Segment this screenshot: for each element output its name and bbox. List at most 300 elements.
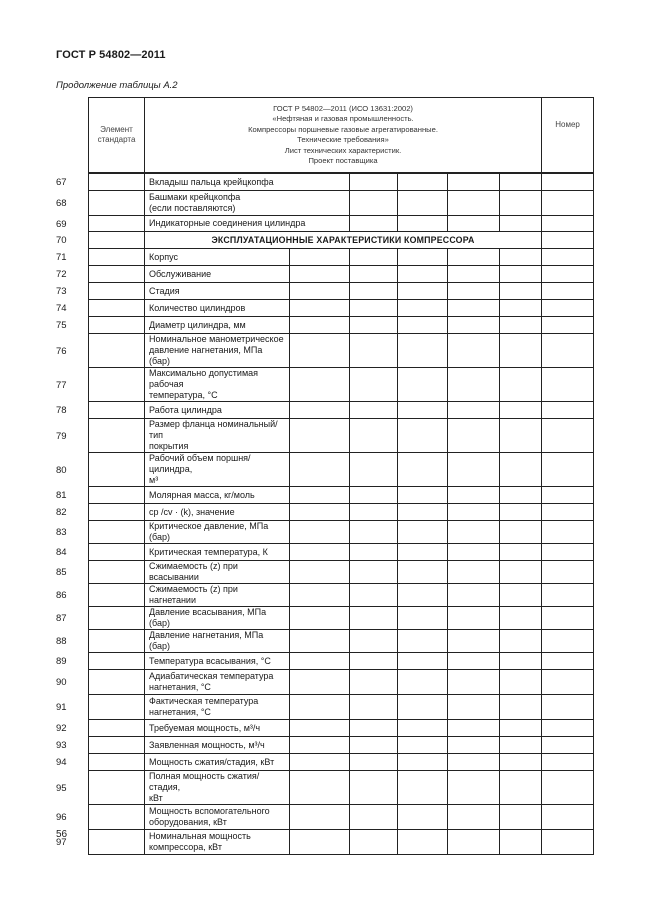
element-cell[interactable] (89, 720, 145, 737)
value-cell[interactable] (448, 737, 500, 754)
row-label (145, 249, 290, 266)
row-label-line: Количество цилиндров (149, 302, 246, 313)
value-cell[interactable] (350, 830, 398, 855)
row-number: 89 (56, 656, 67, 667)
value-cell[interactable] (500, 249, 542, 266)
value-cell[interactable] (500, 266, 542, 283)
element-cell[interactable] (89, 561, 145, 584)
value-cell[interactable] (290, 737, 350, 754)
value-cell[interactable] (448, 805, 500, 830)
row-label-line: Критическое давление, МПа (бар) (149, 521, 269, 542)
table-row (89, 504, 594, 521)
value-cell[interactable] (290, 720, 350, 737)
value-cell[interactable] (290, 317, 350, 334)
element-cell[interactable] (89, 584, 145, 607)
row-label-line: Молярная масса, кг/моль (149, 489, 255, 500)
table-row (89, 830, 594, 855)
value-cell[interactable] (500, 504, 542, 521)
row-number: 96 (56, 812, 67, 823)
number-cell[interactable] (542, 266, 594, 283)
number-cell[interactable] (542, 283, 594, 300)
value-cell[interactable] (398, 504, 448, 521)
row-label-line: кВт (149, 793, 163, 803)
value-cell[interactable] (350, 561, 398, 584)
row-number: 78 (56, 405, 67, 416)
value-cell[interactable] (290, 584, 350, 607)
row-label (145, 191, 350, 216)
value-cell[interactable] (350, 521, 398, 544)
element-cell[interactable] (89, 771, 145, 805)
element-cell[interactable] (89, 453, 145, 487)
value-cell[interactable] (290, 266, 350, 283)
row-number: 95 (56, 782, 67, 794)
element-cell[interactable] (89, 504, 145, 521)
number-cell[interactable] (542, 584, 594, 607)
value-cell[interactable] (398, 754, 448, 771)
value-cell[interactable] (500, 419, 542, 453)
number-cell[interactable] (542, 720, 594, 737)
table-row (89, 249, 594, 266)
row-number: 87 (56, 613, 67, 624)
element-cell[interactable] (89, 487, 145, 504)
table-row (89, 754, 594, 771)
value-cell[interactable] (500, 521, 542, 544)
value-cell[interactable] (500, 283, 542, 300)
row-label-line: оборудования, кВт (149, 817, 227, 827)
value-cell[interactable] (350, 544, 398, 561)
value-cell[interactable] (350, 584, 398, 607)
value-cell[interactable] (290, 670, 350, 695)
table-row (89, 174, 594, 191)
number-cell[interactable] (542, 830, 594, 855)
element-cell[interactable] (89, 283, 145, 300)
value-cell[interactable] (500, 830, 542, 855)
row-label-line: нагнетания, °С (149, 707, 211, 717)
element-cell[interactable] (89, 805, 145, 830)
value-cell[interactable] (398, 174, 448, 191)
number-cell[interactable] (542, 805, 594, 830)
element-cell[interactable] (89, 544, 145, 561)
row-label-line: Обслуживание (149, 268, 212, 279)
value-cell[interactable] (290, 607, 350, 630)
number-cell[interactable] (542, 174, 594, 191)
value-cell[interactable] (350, 607, 398, 630)
value-cell[interactable] (398, 283, 448, 300)
element-cell[interactable] (89, 419, 145, 453)
number-cell[interactable] (542, 249, 594, 266)
value-cell[interactable] (398, 653, 448, 670)
value-cell[interactable] (500, 695, 542, 720)
value-cell[interactable] (398, 453, 448, 487)
row-label-line: Работа цилиндра (149, 404, 222, 415)
element-cell[interactable] (89, 521, 145, 544)
row-label (145, 630, 290, 653)
row-number: 94 (56, 757, 67, 768)
row-label (145, 771, 290, 805)
value-cell[interactable] (398, 419, 448, 453)
value-cell[interactable] (500, 334, 542, 368)
value-cell[interactable] (500, 453, 542, 487)
row-number: 71 (56, 252, 67, 263)
value-cell[interactable] (398, 561, 448, 584)
value-cell[interactable] (500, 561, 542, 584)
table-row (89, 695, 594, 720)
value-cell[interactable] (500, 402, 542, 419)
value-cell[interactable] (290, 334, 350, 368)
row-number: 77 (56, 379, 67, 391)
row-label (145, 334, 290, 368)
row-label (145, 653, 290, 670)
value-cell[interactable] (398, 805, 448, 830)
value-cell[interactable] (448, 544, 500, 561)
row-label (145, 805, 290, 830)
value-cell[interactable] (448, 317, 500, 334)
row-label-line: Сжимаемость (z) при нагнетании (149, 584, 238, 605)
row-label-line: Башмаки крейцкопфа (149, 192, 241, 202)
value-cell[interactable] (290, 504, 350, 521)
value-cell[interactable] (290, 653, 350, 670)
row-label-line: Номинальное манометрическое (149, 334, 284, 344)
row-label (145, 561, 290, 584)
value-cell[interactable] (448, 771, 500, 805)
value-cell[interactable] (500, 720, 542, 737)
number-cell[interactable] (542, 453, 594, 487)
value-cell[interactable] (448, 419, 500, 453)
element-cell[interactable] (89, 695, 145, 720)
value-cell[interactable] (448, 283, 500, 300)
value-cell[interactable] (448, 504, 500, 521)
value-cell[interactable] (290, 544, 350, 561)
value-cell[interactable] (448, 830, 500, 855)
value-cell[interactable] (500, 805, 542, 830)
row-label (145, 402, 290, 419)
value-cell[interactable] (398, 402, 448, 419)
value-cell[interactable] (500, 584, 542, 607)
number-cell[interactable] (542, 300, 594, 317)
element-cell[interactable] (89, 653, 145, 670)
value-cell[interactable] (290, 830, 350, 855)
value-cell[interactable] (350, 174, 398, 191)
value-cell[interactable] (350, 191, 398, 216)
element-cell[interactable] (89, 216, 145, 232)
element-cell[interactable] (89, 368, 145, 402)
value-cell[interactable] (398, 830, 448, 855)
value-cell[interactable] (350, 334, 398, 368)
value-cell[interactable] (398, 191, 448, 216)
element-cell[interactable] (89, 402, 145, 419)
value-cell[interactable] (500, 653, 542, 670)
form-title-line: «Нефтяная и газовая промышленность. (272, 114, 414, 123)
value-cell[interactable] (350, 283, 398, 300)
element-cell[interactable] (89, 737, 145, 754)
row-label (145, 521, 290, 544)
row-label-line: покрытия (149, 441, 189, 451)
value-cell[interactable] (398, 544, 448, 561)
value-cell[interactable] (448, 670, 500, 695)
value-cell[interactable] (350, 300, 398, 317)
value-cell[interactable] (448, 584, 500, 607)
value-cell[interactable] (290, 368, 350, 402)
value-cell[interactable] (398, 771, 448, 805)
value-cell[interactable] (350, 504, 398, 521)
value-cell[interactable] (448, 174, 500, 191)
number-cell[interactable] (542, 771, 594, 805)
row-number: 88 (56, 636, 67, 647)
table-continuation-caption: Продолжение таблицы А.2 (56, 80, 178, 91)
value-cell[interactable] (448, 402, 500, 419)
row-label (145, 695, 290, 720)
row-label: Вкладыш пальца крейцкопфа (145, 174, 350, 191)
table-row (89, 266, 594, 283)
row-label (145, 737, 290, 754)
element-cell[interactable] (89, 607, 145, 630)
element-cell[interactable] (89, 334, 145, 368)
value-cell[interactable] (350, 670, 398, 695)
row-number: 68 (56, 198, 67, 209)
table-header-row (89, 98, 594, 173)
number-cell[interactable] (542, 544, 594, 561)
row-label-line: Рабочий объем поршня/цилиндра, (149, 453, 251, 474)
value-cell[interactable] (350, 630, 398, 653)
value-cell[interactable] (448, 521, 500, 544)
number-cell[interactable] (542, 653, 594, 670)
value-cell[interactable] (290, 771, 350, 805)
row-label-line: нагнетания, °С (149, 682, 211, 692)
value-cell[interactable] (350, 249, 398, 266)
row-label-line: Номинальная мощность (149, 831, 251, 841)
value-cell[interactable] (500, 607, 542, 630)
row-label (145, 504, 290, 521)
element-cell[interactable] (89, 191, 145, 216)
row-label (145, 830, 290, 855)
number-cell[interactable] (542, 607, 594, 630)
value-cell[interactable] (350, 720, 398, 737)
table-row (89, 771, 594, 805)
value-cell[interactable] (448, 453, 500, 487)
value-cell[interactable] (350, 216, 398, 232)
column-header-number: Номер (542, 98, 594, 173)
value-cell[interactable] (350, 453, 398, 487)
value-cell[interactable] (500, 368, 542, 402)
value-cell[interactable] (448, 561, 500, 584)
value-cell[interactable] (398, 720, 448, 737)
value-cell[interactable] (500, 630, 542, 653)
value-cell[interactable] (290, 521, 350, 544)
number-cell[interactable] (542, 191, 594, 216)
value-cell[interactable] (398, 695, 448, 720)
value-cell[interactable] (448, 368, 500, 402)
value-cell[interactable] (290, 695, 350, 720)
value-cell[interactable] (290, 561, 350, 584)
value-cell[interactable] (500, 754, 542, 771)
number-cell[interactable] (542, 487, 594, 504)
element-cell[interactable] (89, 232, 145, 249)
value-cell[interactable] (350, 368, 398, 402)
row-label (145, 754, 290, 771)
row-number: 80 (56, 464, 67, 476)
value-cell[interactable] (350, 771, 398, 805)
value-cell[interactable] (350, 695, 398, 720)
row-label (145, 300, 290, 317)
row-label-line: Температура всасывания, °С (149, 655, 271, 666)
value-cell[interactable] (290, 249, 350, 266)
value-cell[interactable] (448, 266, 500, 283)
value-cell[interactable] (350, 402, 398, 419)
value-cell[interactable] (448, 607, 500, 630)
row-label-line: компрессора, кВт (149, 842, 222, 852)
value-cell[interactable] (290, 453, 350, 487)
value-cell[interactable] (448, 300, 500, 317)
element-cell[interactable] (89, 317, 145, 334)
row-label-line: Стадия (149, 285, 180, 296)
value-cell[interactable] (290, 630, 350, 653)
table-row (89, 453, 594, 487)
value-cell[interactable] (448, 653, 500, 670)
row-label-line: Мощность сжатия/стадия, кВт (149, 756, 275, 767)
element-cell[interactable] (89, 174, 145, 191)
value-cell[interactable] (350, 754, 398, 771)
value-cell[interactable] (500, 670, 542, 695)
form-title-line: ГОСТ Р 54802—2011 (ИСО 13631:2002) (273, 103, 413, 113)
value-cell[interactable] (398, 521, 448, 544)
value-cell[interactable] (500, 737, 542, 754)
value-cell[interactable] (398, 584, 448, 607)
value-cell[interactable] (398, 487, 448, 504)
number-cell[interactable] (542, 561, 594, 584)
value-cell[interactable] (448, 191, 500, 216)
value-cell[interactable] (290, 300, 350, 317)
row-number-column (0, 0, 90, 913)
value-cell[interactable] (398, 630, 448, 653)
row-label (145, 419, 290, 453)
value-cell[interactable] (448, 249, 500, 266)
value-cell[interactable] (448, 334, 500, 368)
table-row (89, 191, 594, 216)
row-number: 86 (56, 590, 67, 601)
value-cell[interactable] (448, 630, 500, 653)
value-cell[interactable] (448, 487, 500, 504)
number-cell[interactable] (542, 504, 594, 521)
table-row (89, 283, 594, 300)
value-cell[interactable] (500, 317, 542, 334)
number-cell[interactable] (542, 695, 594, 720)
section-heading: ЭКСПЛУАТАЦИОННЫЕ ХАРАКТЕРИСТИКИ КОМПРЕССОРА (145, 232, 542, 249)
row-number: 76 (56, 345, 67, 357)
value-cell[interactable] (500, 544, 542, 561)
row-number: 84 (56, 547, 67, 558)
number-cell[interactable] (542, 368, 594, 402)
element-cell[interactable] (89, 830, 145, 855)
value-cell[interactable] (448, 216, 500, 232)
value-cell[interactable] (398, 670, 448, 695)
number-cell[interactable] (542, 630, 594, 653)
row-label (145, 368, 290, 402)
value-cell[interactable] (398, 368, 448, 402)
table-row (89, 216, 594, 232)
row-label-line: температура, °С (149, 390, 218, 400)
value-cell[interactable] (500, 216, 542, 232)
number-cell[interactable] (542, 521, 594, 544)
table-row (89, 521, 594, 544)
value-cell[interactable] (398, 216, 448, 232)
row-number: 72 (56, 269, 67, 280)
value-cell[interactable] (398, 249, 448, 266)
number-cell[interactable] (542, 334, 594, 368)
row-label-line: Корпус (149, 251, 179, 262)
value-cell[interactable] (500, 771, 542, 805)
value-cell[interactable] (350, 266, 398, 283)
value-cell[interactable] (290, 754, 350, 771)
value-cell[interactable] (290, 805, 350, 830)
element-cell[interactable] (89, 266, 145, 283)
row-number: 67 (56, 177, 67, 188)
value-cell[interactable] (398, 334, 448, 368)
row-label-line: Адиабатическая температура (149, 671, 274, 681)
element-cell[interactable] (89, 670, 145, 695)
element-cell[interactable] (89, 300, 145, 317)
number-cell[interactable] (542, 317, 594, 334)
row-label-line: Сжимаемость (z) при всасывании (149, 561, 238, 582)
value-cell[interactable] (350, 419, 398, 453)
row-number: 92 (56, 723, 67, 734)
element-cell[interactable] (89, 249, 145, 266)
value-cell[interactable] (500, 174, 542, 191)
number-cell[interactable] (542, 737, 594, 754)
datasheet-table (88, 97, 594, 855)
value-cell[interactable] (350, 805, 398, 830)
value-cell[interactable] (350, 487, 398, 504)
value-cell[interactable] (398, 607, 448, 630)
table-row (89, 653, 594, 670)
number-cell[interactable] (542, 232, 594, 249)
element-cell[interactable] (89, 630, 145, 653)
row-label (145, 487, 290, 504)
row-label-line: (если поставляются) (149, 203, 236, 213)
value-cell[interactable] (290, 487, 350, 504)
number-cell[interactable] (542, 754, 594, 771)
value-cell[interactable] (290, 419, 350, 453)
value-cell[interactable] (500, 300, 542, 317)
value-cell[interactable] (398, 300, 448, 317)
number-cell[interactable] (542, 419, 594, 453)
value-cell[interactable] (290, 402, 350, 419)
number-cell[interactable] (542, 216, 594, 232)
section-row (89, 232, 594, 249)
row-number: 97 (56, 837, 67, 848)
value-cell[interactable] (398, 737, 448, 754)
value-cell[interactable] (350, 317, 398, 334)
element-cell[interactable] (89, 754, 145, 771)
value-cell[interactable] (500, 487, 542, 504)
value-cell[interactable] (350, 737, 398, 754)
number-cell[interactable] (542, 670, 594, 695)
row-number: 90 (56, 677, 67, 688)
value-cell[interactable] (398, 266, 448, 283)
value-cell[interactable] (350, 653, 398, 670)
value-cell[interactable] (500, 191, 542, 216)
number-cell[interactable] (542, 402, 594, 419)
table-row (89, 584, 594, 607)
table-row (89, 670, 594, 695)
value-cell[interactable] (448, 720, 500, 737)
value-cell[interactable] (398, 317, 448, 334)
row-number: 93 (56, 740, 67, 751)
value-cell[interactable] (448, 695, 500, 720)
value-cell[interactable] (290, 283, 350, 300)
row-label-line: м³ (149, 475, 159, 485)
row-label-line: Полная мощность сжатия/стадия, (149, 771, 260, 792)
value-cell[interactable] (448, 754, 500, 771)
